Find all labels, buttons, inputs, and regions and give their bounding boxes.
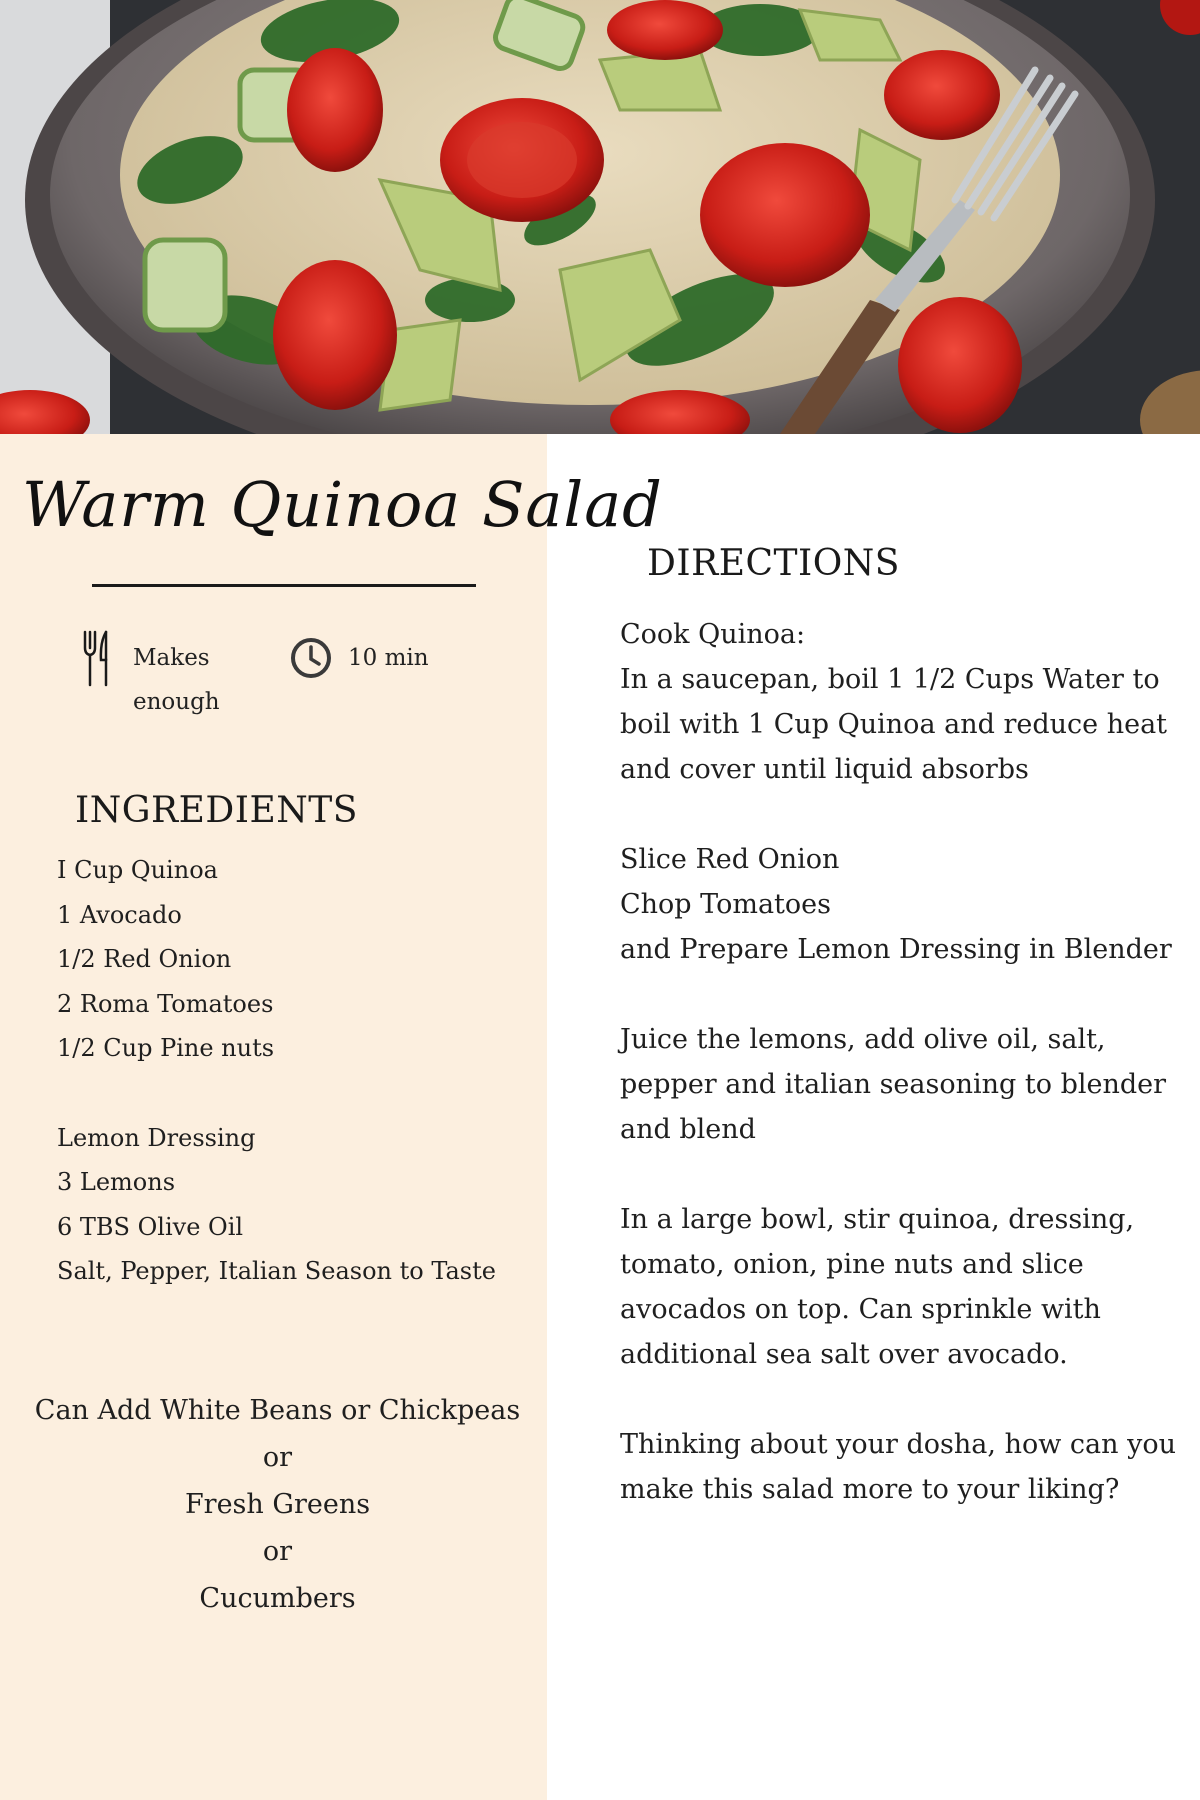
direction-spacer bbox=[620, 972, 1180, 1017]
title-divider bbox=[92, 584, 476, 587]
direction-line: and Prepare Lemon Dressing in Blender bbox=[620, 934, 1172, 965]
ingredient-item: Lemon Dressing bbox=[57, 1123, 256, 1152]
option-line: or bbox=[262, 1536, 293, 1567]
directions-text bbox=[620, 612, 1180, 1512]
direction-line: Slice Red Onion bbox=[620, 844, 840, 875]
direction-line: Juice the lemons, add olive oil, salt, bbox=[620, 1024, 1106, 1055]
direction-line: avocados on top. Can sprinkle with bbox=[620, 1294, 1101, 1325]
fork-knife-icon bbox=[82, 630, 112, 688]
direction-line: additional sea salt over avocado. bbox=[620, 1339, 1068, 1370]
ingredients-heading: INGREDIENTS bbox=[75, 790, 358, 831]
ingredient-item: Salt, Pepper, Italian Season to Taste bbox=[57, 1257, 496, 1286]
servings-line-1: Makes bbox=[133, 645, 210, 671]
ingredient-item: I Cup Quinoa bbox=[57, 856, 218, 884]
option-line: Fresh Greens bbox=[184, 1489, 371, 1520]
direction-line: Cook Quinoa: bbox=[620, 619, 806, 650]
ingredient-item: 2 Roma Tomatoes bbox=[57, 989, 274, 1018]
hero-photo-quinoa-salad bbox=[0, 0, 1200, 434]
option-line: or bbox=[262, 1442, 293, 1473]
direction-spacer bbox=[620, 1377, 1180, 1422]
ingredient-item: 3 Lemons bbox=[57, 1168, 176, 1197]
prep-time-label: 10 min bbox=[348, 645, 429, 671]
option-line: Can Add White Beans or Chickpeas bbox=[34, 1395, 521, 1426]
add-on-options bbox=[30, 1387, 525, 1622]
direction-spacer bbox=[620, 1152, 1180, 1197]
direction-line: and blend bbox=[620, 1114, 756, 1145]
ingredients-list bbox=[57, 848, 527, 1294]
option-line: Cucumbers bbox=[199, 1583, 356, 1614]
ingredient-spacer bbox=[57, 1071, 527, 1116]
servings-label bbox=[133, 636, 253, 724]
ingredient-item: 6 TBS Olive Oil bbox=[57, 1212, 244, 1241]
ingredient-item: 1 Avocado bbox=[57, 900, 182, 929]
direction-spacer bbox=[620, 792, 1180, 837]
direction-line: Chop Tomatoes bbox=[620, 889, 831, 920]
direction-line: In a saucepan, boil 1 1/2 Cups Water to bbox=[620, 664, 1160, 695]
directions-heading: DIRECTIONS bbox=[647, 543, 900, 584]
ingredient-item: 1/2 Cup Pine nuts bbox=[57, 1034, 275, 1063]
clock-icon bbox=[289, 636, 333, 680]
ingredient-item: 1/2 Red Onion bbox=[57, 945, 232, 974]
direction-line: Thinking about your dosha, how can you bbox=[620, 1429, 1176, 1460]
servings-line-2: enough bbox=[133, 689, 220, 715]
direction-line: In a large bowl, stir quinoa, dressing, bbox=[620, 1204, 1135, 1235]
direction-line: boil with 1 Cup Quinoa and reduce heat bbox=[620, 709, 1168, 740]
direction-line: make this salad more to your liking? bbox=[620, 1474, 1120, 1505]
salad-bowl-illustration bbox=[0, 0, 1200, 434]
direction-line: tomato, onion, pine nuts and slice bbox=[620, 1249, 1084, 1280]
direction-line: pepper and italian seasoning to blender bbox=[620, 1069, 1167, 1100]
direction-line: and cover until liquid absorbs bbox=[620, 754, 1029, 785]
recipe-title: Warm Quinoa Salad bbox=[22, 468, 663, 541]
